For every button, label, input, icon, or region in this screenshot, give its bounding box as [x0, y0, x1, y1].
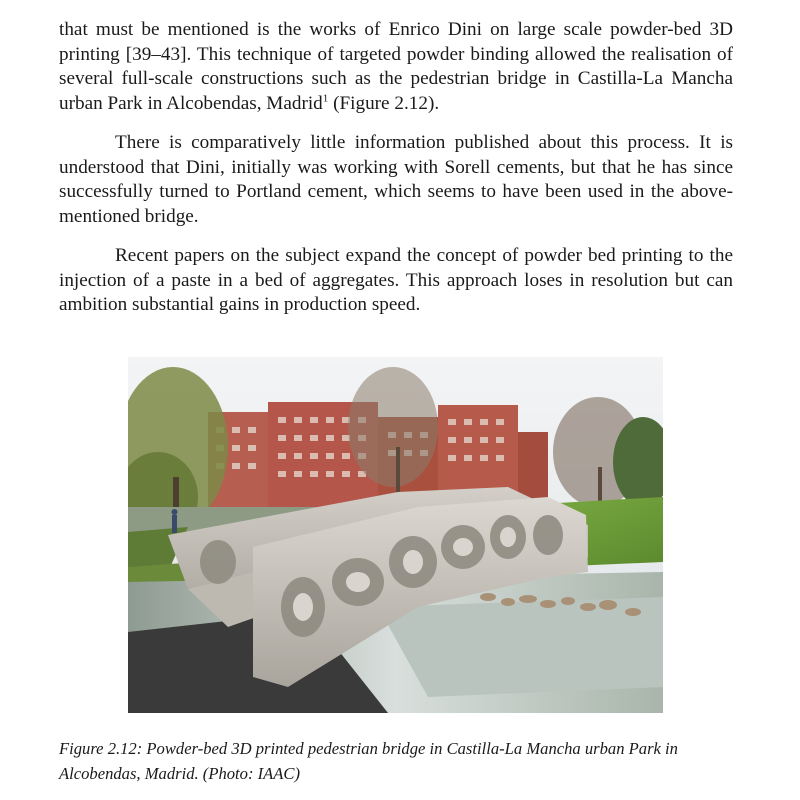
- paragraph-1-text-end: (Figure 2.12).: [328, 92, 440, 114]
- figure-caption: Figure 2.12: Powder-bed 3D printed pedestrian bridge in Castilla-La Mancha urban Park in Alcobendas, Madrid. (Photo: IAAC): [59, 739, 678, 783]
- paragraph-1: [59, 18, 733, 116]
- document-page: [59, 18, 733, 318]
- paragraph-2: There is comparatively little information published about this process. It is understood that Dini, initially was working with Sorell cements, but that he has since successfully turned to Portland cement, which seems to have been used in the above-mentioned bridge.: [59, 132, 733, 227]
- paragraph-1-text: that must be mentioned is the works of Enrico Dini on large scale powder-bed 3D printing [39–43]. This technique of targeted powder binding allowed the realisation of several full-scale constructions such as the pedestrian bridge in Castilla-La Mancha urban Park in Alcobendas, Madrid: [59, 19, 733, 114]
- figure-photo-bridge: [128, 357, 663, 713]
- footnote-marker[interactable]: 1: [322, 92, 329, 105]
- paragraph-3: Recent papers on the subject expand the concept of powder bed printing to the injection of a paste in a bed of aggregates. This approach loses in resolution but can ambition substantial gains in production speed.: [59, 245, 733, 315]
